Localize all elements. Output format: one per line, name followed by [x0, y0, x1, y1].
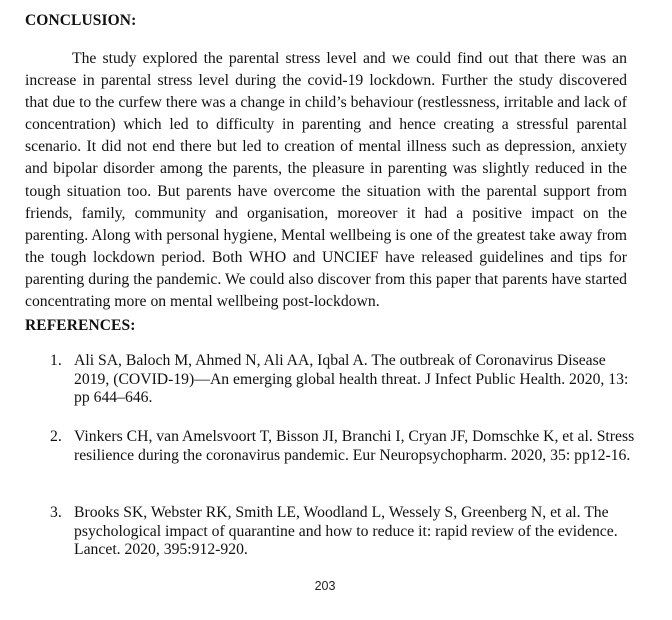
conclusion-paragraph: The study explored the parental stress level and we could find out that there was an increase in parental stress level during the covid-19 lockdown. Further the study discovered that due to the curfew there was a change in child’s behaviour (restlessness, irritable and lack of concentration) which led to difficulty in parenting and hence creating a stressful parental scenario. It did not end there but led to creation of mental illness such as depression, anxiety and bipolar disorder among the parents, the pleasure in parenting was slightly reduced in the tough situation too. But parents have overcome the situation with the parental support from friends, family, community and organisation, moreover it had a positive impact on the parenting. Along with personal hygiene, Mental wellbeing is one of the greatest take away from the tough lockdown period. Both WHO and UNCIEF have released guidelines and tips for parenting during the pandemic. We could also discover from this paper that parents have started concentrating more on mental wellbeing post-lockdown. [25, 50, 627, 311]
reference-item [50, 428, 635, 465]
reference-item [50, 352, 635, 408]
reference-number: 3. [50, 504, 62, 521]
reference-number: 1. [50, 352, 62, 369]
reference-item [50, 504, 635, 560]
reference-text: Brooks SK, Webster RK, Smith LE, Woodland L, Wessely S, Greenberg N, et al. The psychological impact of quarantine and how to reduce it: rapid review of the evidence. Lancet. 2020, 395:912-920. [74, 504, 618, 559]
conclusion-heading: CONCLUSION: [25, 12, 137, 29]
reference-text: Vinkers CH, van Amelsvoort T, Bisson JI, Branchi I, Cryan JF, Domschke K, et al. Stress resilience during the coronavirus pandemic. Eur Neuropsychopharm. 2020, 35: pp12-16. [74, 428, 635, 464]
page-number: 203 [314, 579, 336, 593]
references-heading: REFERENCES: [25, 317, 136, 334]
reference-text: Ali SA, Baloch M, Ahmed N, Ali AA, Iqbal A. The outbreak of Coronavirus Disease 2019, (COVID-19)—An emerging global health threat. J Infect Public Health. 2020, 13: pp 644–646. [74, 352, 629, 407]
reference-number: 2. [50, 428, 62, 445]
